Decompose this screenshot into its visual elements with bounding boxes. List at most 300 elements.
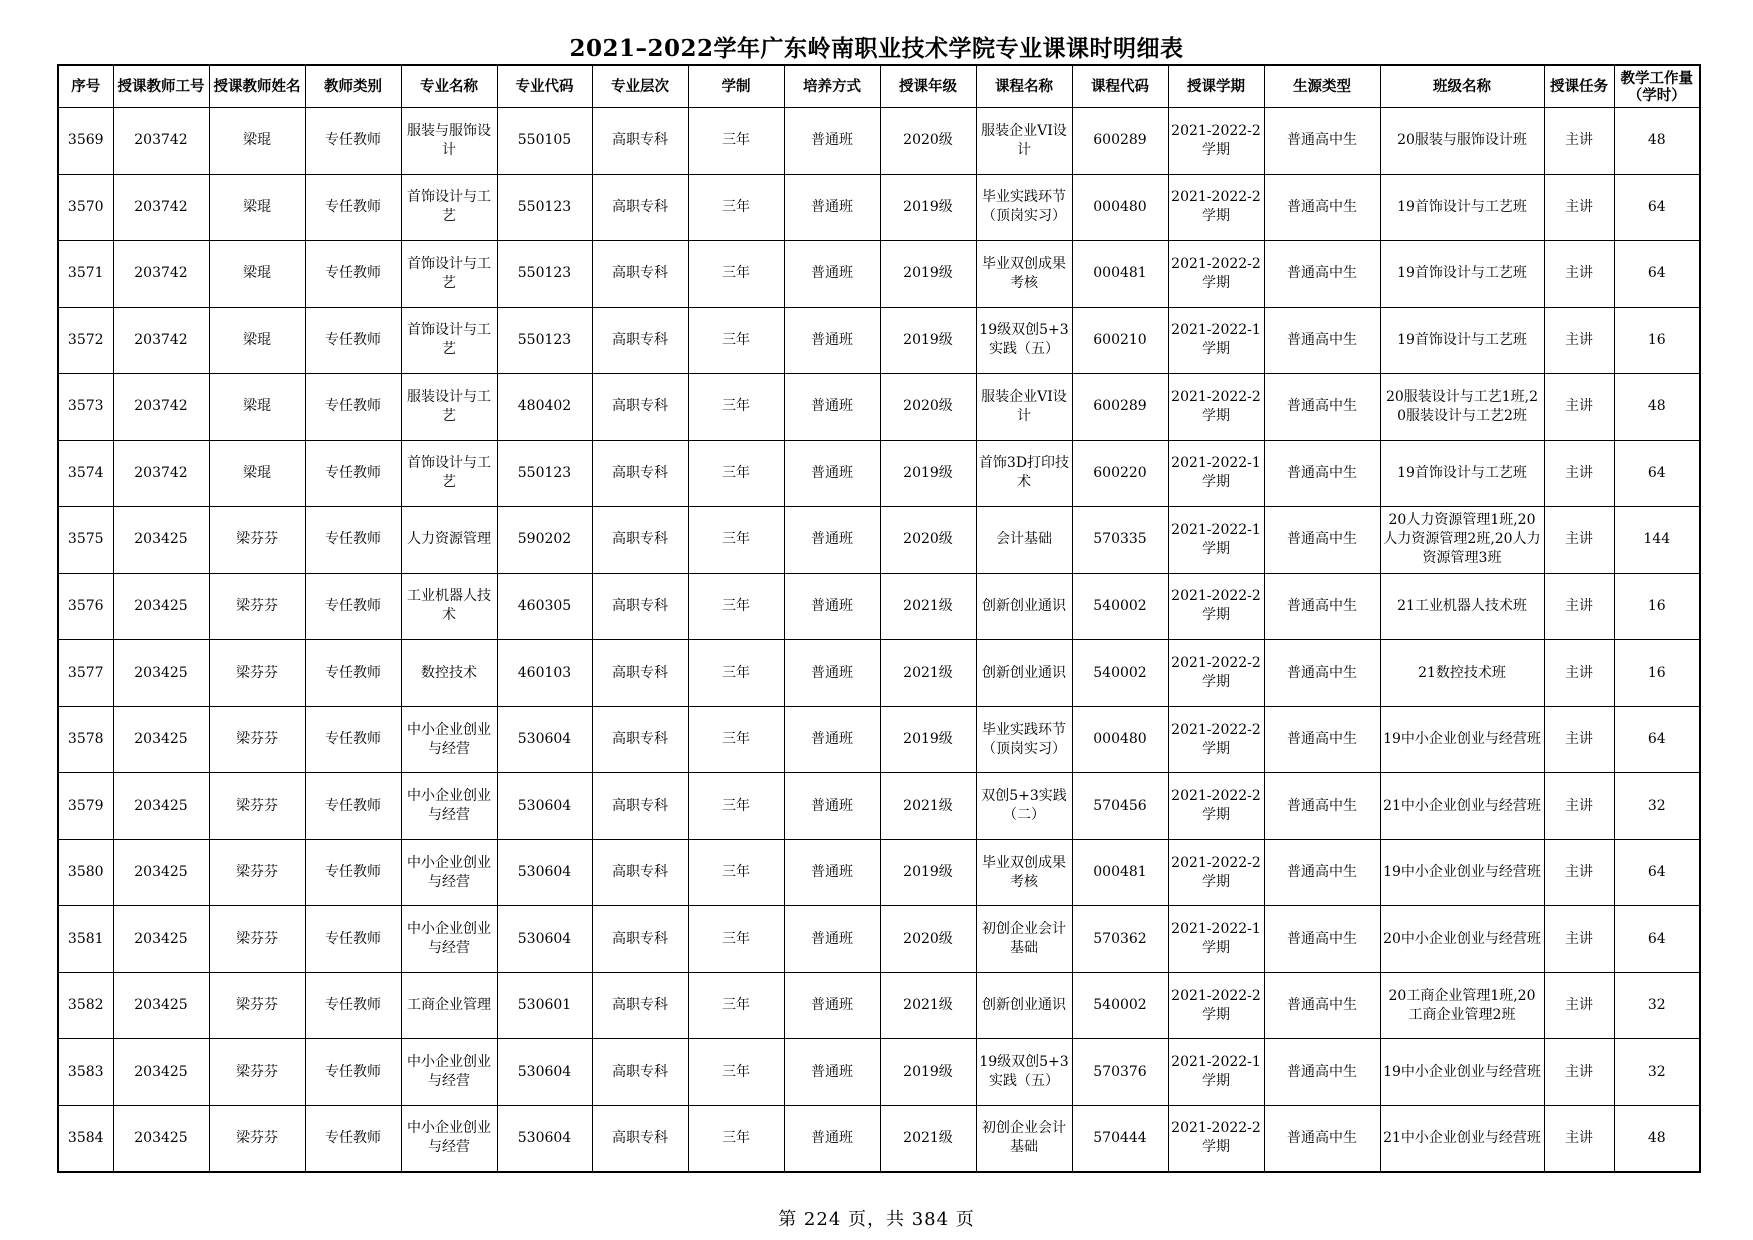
cell-class-name (1380, 573, 1544, 640)
cell-semester: 2021-2022-2学期 (1168, 241, 1264, 308)
cell-grade: 2020级 (880, 507, 976, 574)
cell-grade: 2021级 (880, 773, 976, 840)
cell-duration: 三年 (688, 773, 784, 840)
cell-course-name: 19级双创5+3实践（五） (976, 1039, 1072, 1106)
cell-major-name: 中小企业创业与经营 (401, 1039, 497, 1106)
cell-class-name (1380, 307, 1544, 374)
cell-seq: 3578 (58, 706, 113, 773)
cell-course-name: 服装企业VI设计 (976, 108, 1072, 175)
cell-teacher-type: 专任教师 (305, 174, 401, 241)
cell-teacher-type: 专任教师 (305, 307, 401, 374)
cell-teacher-name: 梁琨 (209, 174, 305, 241)
cell-training-mode: 普通班 (784, 839, 880, 906)
cell-teacher-name: 梁芬芬 (209, 640, 305, 707)
cell-semester: 2021-2022-2学期 (1168, 374, 1264, 441)
cell-level: 高职专科 (592, 374, 688, 441)
cell-level: 高职专科 (592, 507, 688, 574)
table-row (58, 706, 1700, 773)
cell-student-source: 普通高中生 (1264, 174, 1380, 241)
cell-seq: 3569 (58, 108, 113, 175)
cell-workload: 48 (1614, 374, 1700, 441)
cell-task: 主讲 (1544, 1039, 1614, 1106)
cell-training-mode: 普通班 (784, 640, 880, 707)
cell-grade: 2020级 (880, 374, 976, 441)
cell-major-code: 530604 (497, 1105, 592, 1172)
cell-duration: 三年 (688, 906, 784, 973)
cell-grade: 2019级 (880, 706, 976, 773)
cell-seq: 3573 (58, 374, 113, 441)
cell-task: 主讲 (1544, 374, 1614, 441)
cell-student-source: 普通高中生 (1264, 440, 1380, 507)
cell-level: 高职专科 (592, 839, 688, 906)
cell-teacher-type: 专任教师 (305, 573, 401, 640)
cell-training-mode: 普通班 (784, 507, 880, 574)
cell-major-name: 中小企业创业与经营 (401, 1105, 497, 1172)
cell-major-name: 首饰设计与工艺 (401, 307, 497, 374)
cell-major-name: 工商企业管理 (401, 972, 497, 1039)
cell-major-code: 530604 (497, 773, 592, 840)
class-name-text: 21工业机器人技术班 (1397, 597, 1527, 614)
table-row (58, 640, 1700, 707)
cell-course-name: 双创5+3实践（二） (976, 773, 1072, 840)
cell-class-name (1380, 507, 1544, 574)
cell-workload: 64 (1614, 241, 1700, 308)
class-name-text: 19中小企业创业与经营班 (1383, 864, 1541, 881)
col-header: 授课教师姓名 (209, 65, 305, 108)
cell-teacher-type: 专任教师 (305, 241, 401, 308)
cell-training-mode: 普通班 (784, 1039, 880, 1106)
cell-teacher-id: 203425 (113, 507, 209, 574)
col-header: 培养方式 (784, 65, 880, 108)
col-header: 授课年级 (880, 65, 976, 108)
cell-major-name: 首饰设计与工艺 (401, 440, 497, 507)
cell-duration: 三年 (688, 507, 784, 574)
cell-major-name: 中小企业创业与经营 (401, 839, 497, 906)
cell-grade: 2019级 (880, 1039, 976, 1106)
cell-level: 高职专科 (592, 640, 688, 707)
class-name-text: 20人力资源管理1班,20人力资源管理2班,20人力资源管理3班 (1383, 512, 1541, 567)
cell-major-code: 480402 (497, 374, 592, 441)
cell-teacher-type: 专任教师 (305, 440, 401, 507)
table-row (58, 573, 1700, 640)
cell-task: 主讲 (1544, 174, 1614, 241)
cell-course-code: 540002 (1072, 573, 1168, 640)
cell-workload: 64 (1614, 706, 1700, 773)
cell-course-code: 600289 (1072, 108, 1168, 175)
cell-grade: 2019级 (880, 839, 976, 906)
cell-seq: 3580 (58, 839, 113, 906)
cell-semester: 2021-2022-1学期 (1168, 507, 1264, 574)
cell-duration: 三年 (688, 374, 784, 441)
table-row (58, 972, 1700, 1039)
document-title: 2021–2022学年广东岭南职业技术学院专业课课时明细表 (569, 35, 1184, 62)
cell-teacher-name: 梁芬芬 (209, 507, 305, 574)
cell-student-source: 普通高中生 (1264, 906, 1380, 973)
cell-major-name: 服装与服饰设计 (401, 108, 497, 175)
cell-task: 主讲 (1544, 839, 1614, 906)
cell-teacher-id: 203425 (113, 839, 209, 906)
cell-major-code: 590202 (497, 507, 592, 574)
cell-course-code: 000481 (1072, 839, 1168, 906)
cell-level: 高职专科 (592, 307, 688, 374)
cell-class-name (1380, 440, 1544, 507)
cell-major-name: 中小企业创业与经营 (401, 706, 497, 773)
cell-level: 高职专科 (592, 573, 688, 640)
cell-duration: 三年 (688, 706, 784, 773)
cell-grade: 2019级 (880, 440, 976, 507)
cell-level: 高职专科 (592, 1039, 688, 1106)
cell-student-source: 普通高中生 (1264, 972, 1380, 1039)
class-name-text: 21数控技术班 (1418, 664, 1506, 681)
table-row (58, 1105, 1700, 1172)
cell-training-mode: 普通班 (784, 573, 880, 640)
cell-semester: 2021-2022-2学期 (1168, 839, 1264, 906)
cell-seq: 3577 (58, 640, 113, 707)
cell-major-name: 人力资源管理 (401, 507, 497, 574)
cell-training-mode: 普通班 (784, 374, 880, 441)
cell-major-name: 工业机器人技术 (401, 573, 497, 640)
cell-grade: 2019级 (880, 174, 976, 241)
cell-semester: 2021-2022-1学期 (1168, 307, 1264, 374)
table-row (58, 1039, 1700, 1106)
cell-class-name (1380, 108, 1544, 175)
cell-semester: 2021-2022-2学期 (1168, 640, 1264, 707)
cell-major-code: 530604 (497, 906, 592, 973)
cell-teacher-type: 专任教师 (305, 1039, 401, 1106)
cell-course-code: 570376 (1072, 1039, 1168, 1106)
table-row (58, 108, 1700, 175)
cell-task: 主讲 (1544, 773, 1614, 840)
page-footer: 第 224 页，共 384 页 (778, 1209, 975, 1230)
cell-course-name: 创新创业通识 (976, 573, 1072, 640)
cell-student-source: 普通高中生 (1264, 241, 1380, 308)
class-name-text: 21中小企业创业与经营班 (1383, 797, 1541, 814)
cell-training-mode: 普通班 (784, 307, 880, 374)
col-header: 教师类别 (305, 65, 401, 108)
cell-workload: 16 (1614, 307, 1700, 374)
cell-task: 主讲 (1544, 573, 1614, 640)
cell-major-code: 550123 (497, 174, 592, 241)
cell-class-name (1380, 906, 1544, 973)
cell-training-mode: 普通班 (784, 108, 880, 175)
cell-course-code: 000480 (1072, 706, 1168, 773)
cell-task: 主讲 (1544, 507, 1614, 574)
cell-duration: 三年 (688, 640, 784, 707)
class-name-text: 20工商企业管理1班,20工商企业管理2班 (1388, 987, 1536, 1023)
cell-workload: 16 (1614, 640, 1700, 707)
cell-major-code: 530604 (497, 706, 592, 773)
cell-task: 主讲 (1544, 1105, 1614, 1172)
cell-teacher-name: 梁芬芬 (209, 573, 305, 640)
cell-class-name (1380, 241, 1544, 308)
cell-major-code: 550123 (497, 440, 592, 507)
cell-teacher-type: 专任教师 (305, 906, 401, 973)
cell-task: 主讲 (1544, 440, 1614, 507)
cell-teacher-name: 梁芬芬 (209, 972, 305, 1039)
cell-course-code: 570362 (1072, 906, 1168, 973)
cell-teacher-id: 203742 (113, 374, 209, 441)
table-body (58, 108, 1700, 1173)
cell-teacher-id: 203425 (113, 972, 209, 1039)
cell-class-name (1380, 174, 1544, 241)
cell-major-code: 550105 (497, 108, 592, 175)
table-row (58, 241, 1700, 308)
cell-class-name (1380, 773, 1544, 840)
course-hours-table (57, 64, 1701, 1173)
cell-seq: 3581 (58, 906, 113, 973)
cell-teacher-name: 梁琨 (209, 374, 305, 441)
cell-major-name: 首饰设计与工艺 (401, 241, 497, 308)
cell-teacher-name: 梁芬芬 (209, 906, 305, 973)
cell-major-code: 530604 (497, 839, 592, 906)
cell-teacher-name: 梁芬芬 (209, 706, 305, 773)
cell-task: 主讲 (1544, 706, 1614, 773)
cell-teacher-name: 梁芬芬 (209, 839, 305, 906)
cell-semester: 2021-2022-2学期 (1168, 773, 1264, 840)
cell-course-name: 毕业实践环节（顶岗实习） (976, 174, 1072, 241)
col-header: 专业层次 (592, 65, 688, 108)
cell-level: 高职专科 (592, 972, 688, 1039)
cell-grade: 2021级 (880, 972, 976, 1039)
cell-teacher-id: 203742 (113, 108, 209, 175)
cell-major-name: 中小企业创业与经营 (401, 906, 497, 973)
cell-seq: 3572 (58, 307, 113, 374)
col-header: 课程名称 (976, 65, 1072, 108)
cell-semester: 2021-2022-2学期 (1168, 972, 1264, 1039)
cell-task: 主讲 (1544, 906, 1614, 973)
cell-teacher-id: 203742 (113, 440, 209, 507)
cell-student-source: 普通高中生 (1264, 507, 1380, 574)
col-header: 授课教师工号 (113, 65, 209, 108)
header-row (58, 65, 1700, 108)
cell-level: 高职专科 (592, 906, 688, 973)
cell-course-name: 会计基础 (976, 507, 1072, 574)
cell-workload: 64 (1614, 174, 1700, 241)
cell-major-name: 首饰设计与工艺 (401, 174, 497, 241)
cell-semester: 2021-2022-1学期 (1168, 906, 1264, 973)
cell-task: 主讲 (1544, 108, 1614, 175)
class-name-text: 19首饰设计与工艺班 (1397, 198, 1527, 215)
cell-student-source: 普通高中生 (1264, 573, 1380, 640)
cell-seq: 3584 (58, 1105, 113, 1172)
cell-student-source: 普通高中生 (1264, 640, 1380, 707)
cell-major-name: 服装设计与工艺 (401, 374, 497, 441)
cell-student-source: 普通高中生 (1264, 374, 1380, 441)
table-row (58, 507, 1700, 574)
col-header: 专业名称 (401, 65, 497, 108)
cell-semester: 2021-2022-1学期 (1168, 440, 1264, 507)
class-name-text: 19中小企业创业与经营班 (1383, 1063, 1541, 1080)
cell-teacher-name: 梁琨 (209, 307, 305, 374)
cell-grade: 2021级 (880, 1105, 976, 1172)
cell-major-code: 460305 (497, 573, 592, 640)
class-name-text: 19首饰设计与工艺班 (1397, 464, 1527, 481)
cell-seq: 3570 (58, 174, 113, 241)
cell-course-name: 创新创业通识 (976, 640, 1072, 707)
cell-course-name: 毕业双创成果考核 (976, 839, 1072, 906)
cell-course-name: 初创企业会计基础 (976, 1105, 1072, 1172)
cell-teacher-id: 203425 (113, 906, 209, 973)
cell-duration: 三年 (688, 307, 784, 374)
class-name-text: 20服装与服饰设计班 (1397, 132, 1527, 149)
cell-course-code: 570456 (1072, 773, 1168, 840)
cell-task: 主讲 (1544, 640, 1614, 707)
cell-duration: 三年 (688, 241, 784, 308)
cell-grade: 2020级 (880, 108, 976, 175)
col-header: 班级名称 (1380, 65, 1544, 108)
table-row (58, 174, 1700, 241)
cell-class-name (1380, 640, 1544, 707)
cell-semester: 2021-2022-2学期 (1168, 108, 1264, 175)
cell-student-source: 普通高中生 (1264, 108, 1380, 175)
cell-course-name: 毕业双创成果考核 (976, 241, 1072, 308)
cell-major-code: 530601 (497, 972, 592, 1039)
cell-course-name: 首饰3D打印技术 (976, 440, 1072, 507)
cell-teacher-name: 梁芬芬 (209, 1039, 305, 1106)
col-header: 序号 (58, 65, 113, 108)
class-name-text: 20服装设计与工艺1班,20服装设计与工艺2班 (1385, 388, 1539, 424)
cell-course-code: 600220 (1072, 440, 1168, 507)
cell-major-name: 中小企业创业与经营 (401, 773, 497, 840)
cell-teacher-id: 203425 (113, 573, 209, 640)
cell-task: 主讲 (1544, 241, 1614, 308)
cell-teacher-name: 梁琨 (209, 108, 305, 175)
cell-semester: 2021-2022-2学期 (1168, 706, 1264, 773)
col-header: 专业代码 (497, 65, 592, 108)
cell-class-name (1380, 972, 1544, 1039)
cell-teacher-type: 专任教师 (305, 972, 401, 1039)
cell-course-name: 19级双创5+3实践（五） (976, 307, 1072, 374)
cell-grade: 2021级 (880, 573, 976, 640)
cell-grade: 2019级 (880, 307, 976, 374)
cell-student-source: 普通高中生 (1264, 1105, 1380, 1172)
cell-grade: 2019级 (880, 241, 976, 308)
class-name-text: 19中小企业创业与经营班 (1383, 731, 1541, 748)
col-header: 生源类型 (1264, 65, 1380, 108)
cell-teacher-type: 专任教师 (305, 773, 401, 840)
cell-course-name: 创新创业通识 (976, 972, 1072, 1039)
cell-duration: 三年 (688, 839, 784, 906)
cell-workload: 48 (1614, 108, 1700, 175)
cell-seq: 3575 (58, 507, 113, 574)
col-header: 授课任务 (1544, 65, 1614, 108)
cell-workload: 64 (1614, 440, 1700, 507)
cell-class-name (1380, 706, 1544, 773)
cell-student-source: 普通高中生 (1264, 839, 1380, 906)
class-name-text: 20中小企业创业与经营班 (1383, 930, 1541, 947)
cell-teacher-type: 专任教师 (305, 1105, 401, 1172)
cell-teacher-id: 203425 (113, 1039, 209, 1106)
cell-task: 主讲 (1544, 972, 1614, 1039)
cell-class-name (1380, 1039, 1544, 1106)
cell-student-source: 普通高中生 (1264, 773, 1380, 840)
cell-student-source: 普通高中生 (1264, 1039, 1380, 1106)
cell-teacher-id: 203742 (113, 241, 209, 308)
cell-duration: 三年 (688, 1039, 784, 1106)
cell-semester: 2021-2022-2学期 (1168, 174, 1264, 241)
table-row (58, 773, 1700, 840)
cell-teacher-id: 203425 (113, 640, 209, 707)
cell-teacher-id: 203425 (113, 706, 209, 773)
cell-teacher-id: 203425 (113, 1105, 209, 1172)
cell-teacher-type: 专任教师 (305, 108, 401, 175)
cell-teacher-name: 梁芬芬 (209, 773, 305, 840)
cell-course-code: 570444 (1072, 1105, 1168, 1172)
cell-class-name (1380, 374, 1544, 441)
cell-semester: 2021-2022-2学期 (1168, 573, 1264, 640)
cell-major-code: 530604 (497, 1039, 592, 1106)
cell-task: 主讲 (1544, 307, 1614, 374)
class-name-text: 19首饰设计与工艺班 (1397, 331, 1527, 348)
cell-seq: 3579 (58, 773, 113, 840)
cell-workload: 32 (1614, 972, 1700, 1039)
cell-major-name: 数控技术 (401, 640, 497, 707)
cell-workload: 16 (1614, 573, 1700, 640)
cell-teacher-id: 203425 (113, 773, 209, 840)
cell-course-name: 初创企业会计基础 (976, 906, 1072, 973)
cell-teacher-id: 203742 (113, 307, 209, 374)
cell-duration: 三年 (688, 1105, 784, 1172)
cell-workload: 48 (1614, 1105, 1700, 1172)
cell-level: 高职专科 (592, 440, 688, 507)
cell-training-mode: 普通班 (784, 706, 880, 773)
cell-major-code: 550123 (497, 241, 592, 308)
cell-level: 高职专科 (592, 241, 688, 308)
cell-course-code: 570335 (1072, 507, 1168, 574)
cell-course-code: 540002 (1072, 640, 1168, 707)
cell-teacher-type: 专任教师 (305, 706, 401, 773)
cell-teacher-name: 梁琨 (209, 440, 305, 507)
cell-training-mode: 普通班 (784, 174, 880, 241)
cell-course-code: 000481 (1072, 241, 1168, 308)
cell-grade: 2020级 (880, 906, 976, 973)
cell-level: 高职专科 (592, 706, 688, 773)
cell-level: 高职专科 (592, 108, 688, 175)
col-header: 学制 (688, 65, 784, 108)
cell-seq: 3576 (58, 573, 113, 640)
cell-training-mode: 普通班 (784, 906, 880, 973)
cell-student-source: 普通高中生 (1264, 706, 1380, 773)
cell-training-mode: 普通班 (784, 1105, 880, 1172)
cell-course-name: 服装企业VI设计 (976, 374, 1072, 441)
cell-seq: 3582 (58, 972, 113, 1039)
class-name-text: 19首饰设计与工艺班 (1397, 265, 1527, 282)
cell-teacher-name: 梁芬芬 (209, 1105, 305, 1172)
cell-teacher-type: 专任教师 (305, 374, 401, 441)
cell-duration: 三年 (688, 573, 784, 640)
cell-teacher-type: 专任教师 (305, 640, 401, 707)
col-header: 授课学期 (1168, 65, 1264, 108)
cell-duration: 三年 (688, 440, 784, 507)
table-row (58, 374, 1700, 441)
cell-course-name: 毕业实践环节（顶岗实习） (976, 706, 1072, 773)
cell-workload: 32 (1614, 773, 1700, 840)
cell-training-mode: 普通班 (784, 773, 880, 840)
cell-grade: 2021级 (880, 640, 976, 707)
cell-student-source: 普通高中生 (1264, 307, 1380, 374)
table-row (58, 307, 1700, 374)
table-row (58, 440, 1700, 507)
cell-seq: 3571 (58, 241, 113, 308)
cell-workload: 64 (1614, 906, 1700, 973)
cell-training-mode: 普通班 (784, 440, 880, 507)
cell-workload: 64 (1614, 839, 1700, 906)
cell-teacher-type: 专任教师 (305, 507, 401, 574)
col-header: 课程代码 (1072, 65, 1168, 108)
col-header: 教学工作量（学时） (1614, 65, 1700, 108)
cell-duration: 三年 (688, 972, 784, 1039)
cell-level: 高职专科 (592, 174, 688, 241)
